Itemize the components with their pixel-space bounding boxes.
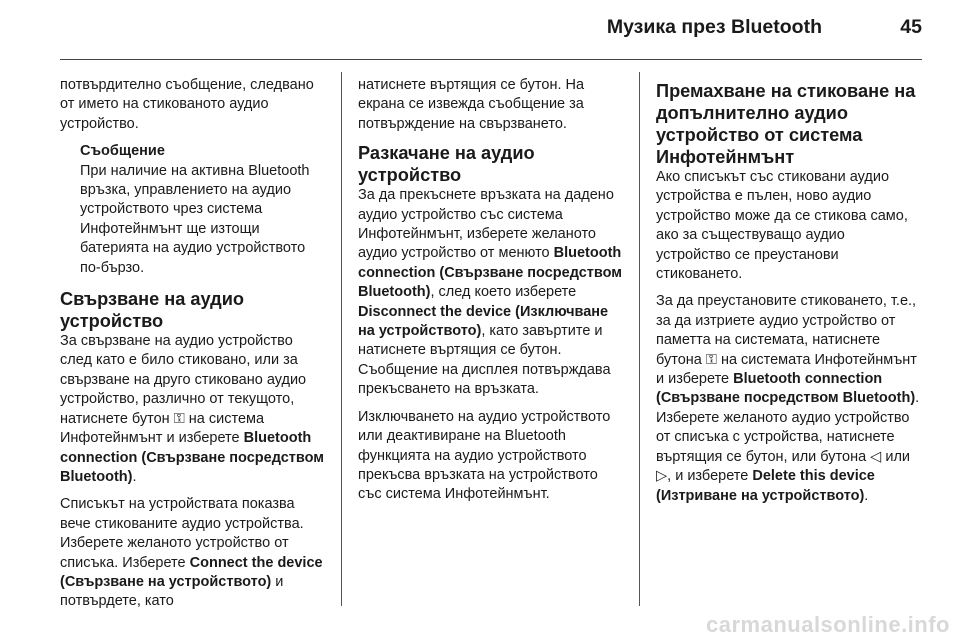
disconnect-text-c: , като завъртите и натиснете въртящия се бутон. Съобщение на дисплея потвърждава прекъсването на връзката. bbox=[358, 323, 611, 398]
power-off-paragraph: Изключването на аудио устройството или деактивиране на Bluetooth функцията на аудио устройството прекъсва връзката на устройството със система Инфотейнмънт. bbox=[358, 408, 611, 503]
disconnect-menu-item-1: Bluetooth connection (Свързване посредством Bluetooth) bbox=[358, 245, 623, 301]
note-title: Съобщение bbox=[80, 143, 165, 160]
column-1 bbox=[60, 76, 325, 612]
column-2 bbox=[358, 76, 623, 505]
column-divider-1 bbox=[341, 72, 342, 606]
disconnect-menu-item-2: Disconnect the device (Изключване на устройството) bbox=[358, 303, 609, 340]
heading-remove-pairing: Премахване на стиковане на допълнително аудио устройство от система Инфотейнмънт bbox=[656, 81, 916, 167]
column-3 bbox=[656, 76, 920, 506]
page-title: Музика през Bluetooth bbox=[606, 16, 822, 38]
disconnect-text-b: , след което изберете bbox=[430, 284, 577, 301]
unpair-paragraph bbox=[656, 292, 920, 505]
list-text: Списъкът на устройствата показва вече стикованите аудио устройства. Изберете желаното устройство от списъка. Изберете bbox=[60, 496, 304, 571]
note-box bbox=[60, 142, 325, 278]
unpair-text-a: За да преустановите стиковането, т.е., за да изтриете аудио устройство от паметта на системата, натиснете бутона ⚿ на системата Инфотейнмънт и изберете bbox=[656, 293, 917, 388]
unpair-menu-item-2: Delete this device (Изтриване на устройството) bbox=[656, 468, 875, 504]
disconnect-text-a: За да прекъснете връзката на дадено аудио устройство със система Инфотейнмънт, изберете желаното аудио устройство от менюто bbox=[358, 187, 614, 262]
page-number: 45 bbox=[900, 16, 922, 38]
list-menu-item: Connect the device (Свързване на устройството) bbox=[60, 554, 323, 590]
note-text: При наличие на активна Bluetooth връзка, управлението на аудио устройството чрез система Инфотейнмънт ще изтощи батерията на аудио устройството по-бързо. bbox=[80, 162, 310, 276]
connect-paragraph: За свързване на аудио устройство след като е било стиковано, или за свързване на друго стиковано аудио устройство, различно от текущото, натиснете бутон ⚿ на система Инфотейнмънт и изберете Bluetooth connection (Свързване посредством Bluetooth). bbox=[60, 333, 325, 485]
watermark-url: carmanualsonline.info bbox=[706, 612, 950, 637]
continued-paragraph: натиснете въртящия се бутон. На екрана се извежда съобщение за потвърждение на свързването. bbox=[358, 77, 585, 132]
list-end: и потвърдете, като bbox=[60, 573, 284, 610]
connect-text: За свързване на аудио устройство след като е било стиковано, или за свързване на друго стиковано аудио устройство, различно от текущото, натиснете бутон ⚿ на система Инфотейнмънт и изберете bbox=[60, 333, 307, 447]
intro-paragraph: потвърдително съобщение, следвано от името на стикованото аудио устройство. bbox=[60, 77, 314, 132]
unpair-text-b: . Изберете желаното аудио устройство от списъка с устройства, натиснете въртящия се бутон, или бутона ◁ или ▷, и изберете bbox=[656, 390, 920, 485]
heading-connect: Свързване на аудио устройство bbox=[60, 289, 245, 332]
remove-paragraph: Ако списъкът със стиковани аудио устройства е пълен, ново аудио устройство може да се стикова само, ако за съществуващо аудио устройство се преустанови стиковането. bbox=[656, 169, 908, 283]
unpair-text-c: . bbox=[864, 487, 869, 504]
heading-disconnect: Разкачане на аудио устройство bbox=[358, 143, 535, 186]
header-divider bbox=[60, 59, 922, 60]
unpair-menu-item-1: Bluetooth connection (Свързване посредством Bluetooth) bbox=[656, 371, 916, 407]
disconnect-paragraph bbox=[358, 186, 623, 399]
column-divider-2 bbox=[639, 72, 640, 606]
list-paragraph bbox=[60, 495, 325, 611]
connect-menu-item: Bluetooth connection (Свързване посредством Bluetooth) bbox=[60, 430, 325, 485]
